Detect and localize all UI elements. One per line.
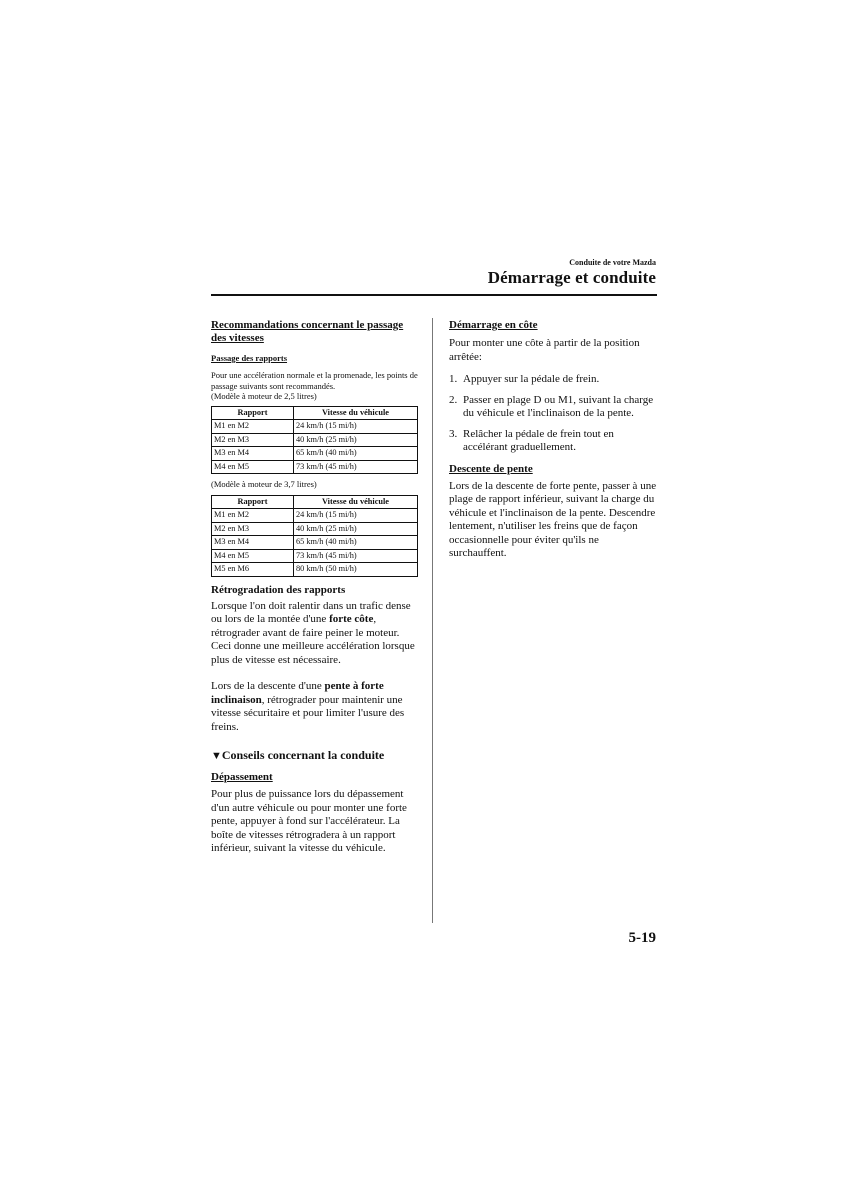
cell-rapport: M4 en M5: [212, 460, 294, 474]
step-text: Appuyer sur la pédale de frein.: [463, 373, 600, 385]
header-rule: [211, 294, 657, 296]
conseils-heading-text: Conseils concernant la conduite: [221, 748, 385, 762]
retro-paragraph-1: [211, 600, 419, 668]
retro-p2-text: Lors de la descente d'une: [211, 680, 325, 692]
table-row: [212, 522, 418, 536]
cell-vitesse: 40 km/h (25 mi/h): [294, 522, 418, 536]
col-header-rapport: Rapport: [212, 406, 294, 420]
cell-rapport: M5 en M6: [212, 563, 294, 577]
depassement-heading: Dépassement: [211, 771, 273, 783]
passage-intro: Pour une accélération normale et la promenade, les points de passage suivants sont recommandés.: [211, 370, 418, 391]
col-header-vitesse: Vitesse du véhicule: [294, 495, 418, 509]
descente-paragraph: Lors de la descente de forte pente, passer à une plage de rapport inférieur, suivant la charge du véhicule et l'inclinaison de la pente. Descendre lentement, n'utiliser les freins que de façon occasionnelle pour éviter qu'ils ne surchauffent.: [449, 479, 657, 559]
table-row: [212, 509, 418, 523]
cell-vitesse: 65 km/h (40 mi/h): [294, 536, 418, 550]
retro-p2-text-end: , rétrograder pour maintenir une vitesse sécuritaire et pour limiter l'usure des freins.: [211, 693, 405, 733]
table-row: [212, 420, 418, 434]
left-column: [211, 319, 419, 856]
retro-heading: Rétrogradation des rapports: [211, 583, 346, 596]
cote-heading: Démarrage en côte: [449, 319, 538, 331]
retro-p2-bold: pente à forte inclinaison: [211, 680, 384, 706]
cell-vitesse: 80 km/h (50 mi/h): [294, 563, 418, 577]
model-37-label: (Modèle à moteur de 3,7 litres): [211, 479, 317, 489]
table-row: [212, 433, 418, 447]
cell-rapport: M1 en M2: [212, 420, 294, 434]
col-header-rapport: Rapport: [212, 495, 294, 509]
retro-p1-text-end: , rétrograder avant de faire peiner le moteur. Ceci donne une meilleure accélération lorsque plus de vitesse est nécessaire.: [211, 613, 415, 666]
list-item: [449, 428, 659, 455]
table-row: [212, 460, 418, 474]
step-text: Passer en plage D ou M1, suivant la charge du véhicule et l'inclinaison de la pente.: [463, 393, 654, 419]
table-row: [212, 447, 418, 461]
step-number: 3.: [449, 427, 458, 440]
step-number: 1.: [449, 373, 458, 385]
list-item: [449, 373, 659, 387]
cote-steps: [449, 373, 659, 455]
cell-rapport: M2 en M3: [212, 522, 294, 536]
running-header-section: Conduite de votre Mazda: [569, 258, 656, 267]
cell-vitesse: 65 km/h (40 mi/h): [294, 447, 418, 461]
depassement-paragraph: Pour plus de puissance lors du dépassement d'un autre véhicule ou pour monter une forte pente, appuyer à fond sur l'accélérateur. La boîte de vitesses rétrogradera à un rapport inférieur, suivant la vitesse du véhicule.: [211, 788, 407, 854]
reco-heading: Recommandations concernant le passage des vitesses: [211, 319, 404, 344]
shift-table-25: [211, 406, 418, 475]
cell-vitesse: 24 km/h (15 mi/h): [294, 509, 418, 523]
descente-heading: Descente de pente: [449, 462, 533, 475]
list-item: [449, 394, 659, 421]
shift-table-37: [211, 495, 418, 577]
column-divider: [432, 318, 433, 923]
retro-paragraph-2: [211, 680, 419, 734]
cell-vitesse: 24 km/h (15 mi/h): [294, 420, 418, 434]
cell-rapport: M1 en M2: [212, 509, 294, 523]
step-number: 2.: [449, 393, 458, 406]
col-header-vitesse: Vitesse du véhicule: [294, 406, 418, 420]
table-header-row: [212, 495, 418, 509]
table-row: [212, 536, 418, 550]
page-number: 5-19: [628, 930, 656, 946]
triangle-down-icon: ▼: [211, 750, 222, 762]
table-row: [212, 549, 418, 563]
retro-p1-text: Lorsque l'on doit ralentir dans un trafic dense ou lors de la montée d'une: [211, 599, 411, 625]
page-title: Démarrage et conduite: [487, 268, 656, 287]
cell-rapport: M4 en M5: [212, 549, 294, 563]
cell-vitesse: 73 km/h (45 mi/h): [294, 460, 418, 474]
cell-rapport: M3 en M4: [212, 536, 294, 550]
passage-heading: Passage des rapports: [211, 353, 288, 363]
cell-vitesse: 40 km/h (25 mi/h): [294, 433, 418, 447]
retro-p1-bold: forte côte: [329, 613, 374, 625]
table-header-row: [212, 406, 418, 420]
right-column: [449, 319, 659, 561]
conseils-heading: [211, 748, 419, 763]
table-row: [212, 563, 418, 577]
step-text: Relâcher la pédale de frein tout en accélérant graduellement.: [463, 427, 614, 453]
cell-rapport: M2 en M3: [212, 433, 294, 447]
cell-vitesse: 73 km/h (45 mi/h): [294, 549, 418, 563]
cell-rapport: M3 en M4: [212, 447, 294, 461]
cote-intro: Pour monter une côte à partir de la position arrêtée:: [449, 337, 640, 363]
model-25-label: (Modèle à moteur de 2,5 litres): [211, 391, 317, 401]
